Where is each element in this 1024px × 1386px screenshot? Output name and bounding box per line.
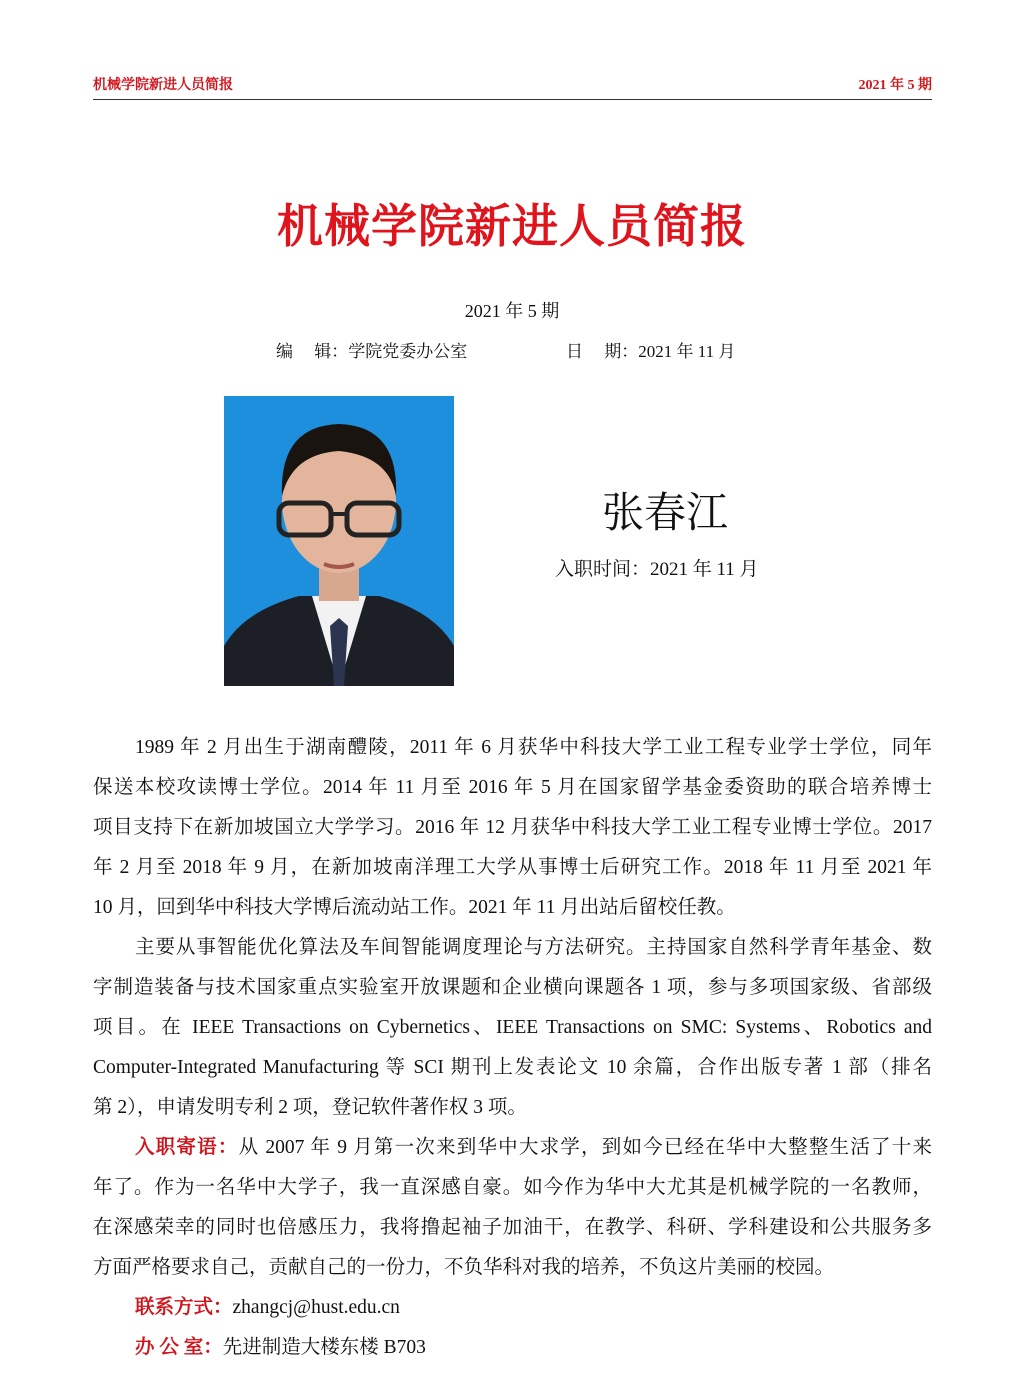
text-line: 在深感荣幸的同时也倍感压力，我将撸起袖子加油干，在教学、科研、学科建设和公共服务多 (93, 1217, 932, 1238)
text-line: 字制造装备与技术国家重点实验室开放课题和企业横向课题各 1 项，参与多项国家级、省部级 (93, 977, 932, 998)
message-text: 从 2007 年 9 月第一次来到华中大求学，到如今已经在华中大整整生活了十来 (238, 1137, 932, 1158)
text-line: 10 月，回到华中科技大学博后流动站工作。2021 年 11 月出站后留校任教。 (93, 897, 736, 918)
date-label: 日 期： (566, 342, 639, 361)
contact-label: 联系方式： (135, 1297, 233, 1318)
editor-label: 编 辑： (276, 342, 349, 361)
text-line: Computer-Integrated Manufacturing 等 SCI 期刊上发表论文 10 余篇，合作出版专著 1 部（排名 (93, 1057, 932, 1078)
text-line: 项目。在 IEEE Transactions on Cybernetics、IEEE Transactions on SMC: Systems、Robotics and (93, 1017, 932, 1038)
entry-date (555, 554, 759, 581)
portrait-photo (224, 396, 454, 686)
text-line: 第 2），申请发明专利 2 项，登记软件著作权 3 项。 (93, 1097, 527, 1118)
header-rule (93, 99, 932, 100)
text-line: 1989 年 2 月出生于湖南醴陵，2011 年 6 月获华中科技大学工业工程专业学士学位，同年 (135, 737, 932, 758)
article-body (93, 728, 932, 1368)
entry-value: 2021 年 11 月 (650, 559, 759, 580)
text-line: 项目支持下在新加坡国立大学学习。2016 年 12 月获华中科技大学工业工程专业博士学位。2017 (93, 817, 932, 838)
office-label: 办 公 室： (135, 1337, 223, 1358)
entry-label: 入职时间： (555, 559, 651, 580)
paragraph-bio (93, 728, 932, 928)
person-name: 张春江 (601, 491, 728, 537)
editor-line (276, 337, 467, 362)
paragraph-research (93, 928, 932, 1128)
office-value: 先进制造大楼东楼 B703 (222, 1337, 426, 1358)
paragraph-message (93, 1128, 932, 1288)
text-line: 年了。作为一名华中大学子，我一直深感自豪。如今作为华中大尤其是机械学院的一名教师， (93, 1177, 932, 1198)
text-line (93, 1128, 932, 1168)
office-line (93, 1328, 932, 1368)
running-header-title: 机械学院新进人员简报 (93, 78, 233, 93)
contact-email[interactable]: zhangcj@hust.edu.cn (232, 1297, 400, 1318)
text-line: 年 2 月至 2018 年 9 月，在新加坡南洋理工大学从事博士后研究工作。2018 年 11 月至 2021 年 (93, 857, 932, 878)
issue-number: 2021 年 5 期 (464, 301, 560, 321)
contact-line (93, 1288, 932, 1328)
text-line: 保送本校攻读博士学位。2014 年 11 月至 2016 年 5 月在国家留学基金委资助的联合培养博士 (93, 777, 932, 798)
page-title: 机械学院新进人员简报 (277, 201, 747, 252)
date-value: 2021 年 11 月 (638, 342, 736, 361)
date-line (566, 337, 735, 362)
message-label: 入职寄语： (135, 1137, 239, 1158)
text-line: 主要从事智能优化算法及车间智能调度理论与方法研究。主持国家自然科学青年基金、数 (135, 937, 932, 958)
running-header-issue: 2021 年 5 期 (858, 78, 932, 93)
editor-value: 学院党委办公室 (348, 342, 468, 361)
text-line: 方面严格要求自己，贡献自己的一份力，不负华科对我的培养，不负这片美丽的校园。 (93, 1257, 835, 1278)
